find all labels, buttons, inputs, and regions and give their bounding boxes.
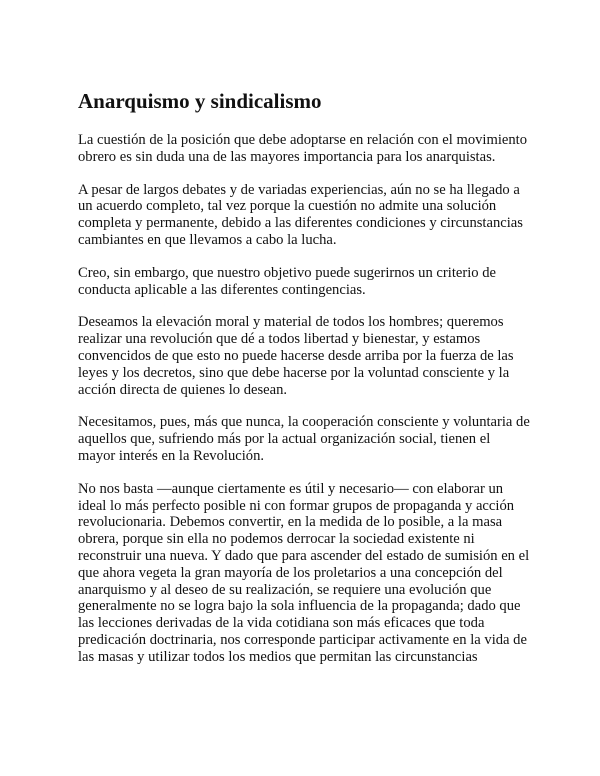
paragraph-1: La cuestión de la posición que debe adoptarse en relación con el movimiento obrero es sin duda una de las mayores importancia para los anarquistas. xyxy=(78,132,528,165)
paragraph-5: Necesitamos, pues, más que nunca, la cooperación consciente y voluntaria de aquellos que, sufriendo más por la actual organización social, tienen el mayor interés en la Revolución. xyxy=(78,414,530,464)
document-page xyxy=(78,88,530,682)
paragraph-6: No nos basta —aunque ciertamente es útil y necesario— con elaborar un ideal lo más perfecto posible ni con formar grupos de propaganda y acción revolucionaria. Debemos convertir, en la medida de lo posible, a la masa obrera, porque sin ella no podemos derrocar la sociedad existente ni reconstruir una nueva. Y dado que para ascender del estado de sumisión en el que ahora vegeta la gran mayoría de los proletarios a una concepción del anarquismo y al deseo de su realización, se requiere una evolución que generalmente no se logra bajo la sola influencia de la propaganda; dado que las lecciones derivadas de la vida cotidiana son más eficaces que toda predicación doctrinaria, nos corresponde participar activamente en la vida de las masas y utilizar todos los medios que permitan las circunstancias xyxy=(78,480,530,665)
paragraph-2: A pesar de largos debates y de variadas experiencias, aún no se ha llegado a un acuerdo completo, tal vez porque la cuestión no admite una solución completa y permanente, debido a las diferentes condiciones y circunstancias cambiantes en que llevamos a cabo la lucha. xyxy=(78,181,523,248)
paragraph-3: Creo, sin embargo, que nuestro objetivo puede sugerirnos un criterio de conducta aplicable a las diferentes contingencias. xyxy=(78,264,496,298)
page-title: Anarquismo y sindicalismo xyxy=(78,89,322,113)
paragraph-4: Deseamos la elevación moral y material de todos los hombres; queremos realizar una revolución que dé a todos libertad y bienestar, y estamos convencidos de que esto no puede hacerse desde arriba por la fuerza de las leyes y los decretos, sino que debe hacerse por la voluntad consciente y la acción directa de quienes lo desean. xyxy=(78,314,514,398)
